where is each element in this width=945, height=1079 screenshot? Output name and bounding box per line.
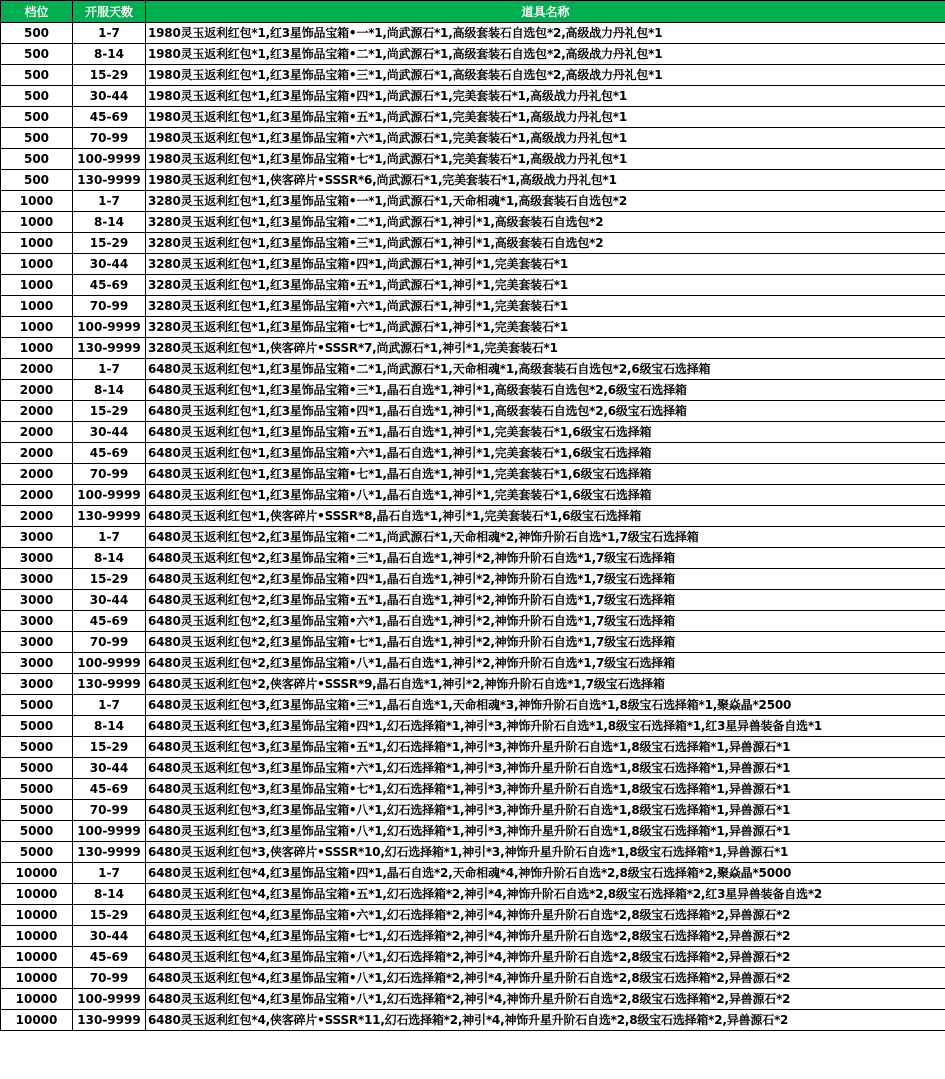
cell-tier: 10000: [1, 1010, 73, 1031]
cell-tier: 2000: [1, 506, 73, 527]
cell-days: 70-99: [73, 632, 146, 653]
cell-tier: 3000: [1, 632, 73, 653]
cell-days: 130-9999: [73, 338, 146, 359]
table-row: [1, 548, 945, 569]
table-row: [1, 317, 945, 338]
table-row: [1, 947, 945, 968]
cell-items: 1980灵玉返利红包*1,红3星饰品宝箱•一*1,尚武源石*1,高级套装石自选包*2,高级战力丹礼包*1: [146, 23, 945, 44]
table-header: [1, 1, 945, 23]
table-row: [1, 212, 945, 233]
cell-days: 8-14: [73, 44, 146, 65]
cell-days: 70-99: [73, 464, 146, 485]
cell-tier: 5000: [1, 695, 73, 716]
cell-days: 70-99: [73, 800, 146, 821]
table-row: [1, 65, 945, 86]
table-row: [1, 758, 945, 779]
cell-tier: 500: [1, 128, 73, 149]
cell-items: 6480灵玉返利红包*4,红3星饰品宝箱•四*1,晶石自选*2,天命相魂*4,神饰升阶石自选*2,8级宝石选择箱*2,聚焱晶*5000: [146, 863, 945, 884]
cell-days: 30-44: [73, 758, 146, 779]
table-row: [1, 380, 945, 401]
cell-items: 6480灵玉返利红包*3,红3星饰品宝箱•六*1,幻石选择箱*1,神引*3,神饰升星升阶石自选*1,8级宝石选择箱*1,异兽源石*1: [146, 758, 945, 779]
cell-days: 15-29: [73, 233, 146, 254]
cell-tier: 1000: [1, 233, 73, 254]
cell-tier: 2000: [1, 422, 73, 443]
cell-tier: 500: [1, 149, 73, 170]
cell-days: 15-29: [73, 737, 146, 758]
cell-items: 6480灵玉返利红包*3,红3星饰品宝箱•八*1,幻石选择箱*1,神引*3,神饰升星升阶石自选*1,8级宝石选择箱*1,异兽源石*1: [146, 821, 945, 842]
table-row: [1, 779, 945, 800]
cell-items: 1980灵玉返利红包*1,红3星饰品宝箱•五*1,尚武源石*1,完美套装石*1,高级战力丹礼包*1: [146, 107, 945, 128]
cell-days: 130-9999: [73, 1010, 146, 1031]
cell-items: 6480灵玉返利红包*1,侠客碎片•SSSR*8,晶石自选*1,神引*1,完美套装石*1,6级宝石选择箱: [146, 506, 945, 527]
cell-tier: 2000: [1, 401, 73, 422]
table-row: [1, 443, 945, 464]
table-row: [1, 527, 945, 548]
cell-items: 1980灵玉返利红包*1,侠客碎片•SSSR*6,尚武源石*1,完美套装石*1,高级战力丹礼包*1: [146, 170, 945, 191]
cell-days: 8-14: [73, 548, 146, 569]
cell-days: 45-69: [73, 779, 146, 800]
cell-tier: 3000: [1, 611, 73, 632]
cell-items: 6480灵玉返利红包*2,侠客碎片•SSSR*9,晶石自选*1,神引*2,神饰升阶石自选*1,7级宝石选择箱: [146, 674, 945, 695]
table-row: [1, 989, 945, 1010]
cell-tier: 5000: [1, 779, 73, 800]
cell-items: 3280灵玉返利红包*1,红3星饰品宝箱•三*1,尚武源石*1,神引*1,高级套装石自选包*2: [146, 233, 945, 254]
cell-tier: 10000: [1, 863, 73, 884]
cell-items: 6480灵玉返利红包*3,红3星饰品宝箱•三*1,晶石自选*1,天命相魂*3,神饰升阶石自选*1,8级宝石选择箱*1,聚焱晶*2500: [146, 695, 945, 716]
cell-items: 6480灵玉返利红包*4,红3星饰品宝箱•八*1,幻石选择箱*2,神引*4,神饰升星升阶石自选*2,8级宝石选择箱*2,异兽源石*2: [146, 968, 945, 989]
header-days: 开服天数: [73, 1, 146, 23]
cell-tier: 10000: [1, 905, 73, 926]
cell-days: 100-9999: [73, 317, 146, 338]
cell-tier: 500: [1, 23, 73, 44]
cell-tier: 1000: [1, 338, 73, 359]
header-tier: 档位: [1, 1, 73, 23]
table-row: [1, 968, 945, 989]
cell-days: 1-7: [73, 695, 146, 716]
cell-tier: 5000: [1, 842, 73, 863]
header-items: 道具名称: [146, 1, 945, 23]
cell-items: 6480灵玉返利红包*1,红3星饰品宝箱•五*1,晶石自选*1,神引*1,完美套装石*1,6级宝石选择箱: [146, 422, 945, 443]
table-row: [1, 926, 945, 947]
cell-tier: 1000: [1, 254, 73, 275]
cell-items: 1980灵玉返利红包*1,红3星饰品宝箱•二*1,尚武源石*1,高级套装石自选包*2,高级战力丹礼包*1: [146, 44, 945, 65]
cell-items: 3280灵玉返利红包*1,红3星饰品宝箱•四*1,尚武源石*1,神引*1,完美套装石*1: [146, 254, 945, 275]
cell-items: 6480灵玉返利红包*2,红3星饰品宝箱•七*1,晶石自选*1,神引*2,神饰升阶石自选*1,7级宝石选择箱: [146, 632, 945, 653]
cell-tier: 500: [1, 170, 73, 191]
cell-days: 1-7: [73, 23, 146, 44]
table-row: [1, 1010, 945, 1031]
cell-tier: 3000: [1, 653, 73, 674]
cell-tier: 1000: [1, 317, 73, 338]
table-row: [1, 632, 945, 653]
cell-items: 6480灵玉返利红包*2,红3星饰品宝箱•三*1,晶石自选*1,神引*2,神饰升阶石自选*1,7级宝石选择箱: [146, 548, 945, 569]
cell-items: 6480灵玉返利红包*2,红3星饰品宝箱•六*1,晶石自选*1,神引*2,神饰升阶石自选*1,7级宝石选择箱: [146, 611, 945, 632]
table-row: [1, 611, 945, 632]
cell-items: 6480灵玉返利红包*3,红3星饰品宝箱•四*1,幻石选择箱*1,神引*3,神饰升阶石自选*1,8级宝石选择箱*1,红3星异兽装备自选*1: [146, 716, 945, 737]
cell-items: 1980灵玉返利红包*1,红3星饰品宝箱•六*1,尚武源石*1,完美套装石*1,高级战力丹礼包*1: [146, 128, 945, 149]
cell-days: 45-69: [73, 443, 146, 464]
cell-tier: 5000: [1, 800, 73, 821]
cell-tier: 10000: [1, 926, 73, 947]
table-row: [1, 842, 945, 863]
cell-days: 1-7: [73, 359, 146, 380]
cell-days: 1-7: [73, 527, 146, 548]
table-row: [1, 359, 945, 380]
cell-items: 1980灵玉返利红包*1,红3星饰品宝箱•七*1,尚武源石*1,完美套装石*1,高级战力丹礼包*1: [146, 149, 945, 170]
cell-items: 3280灵玉返利红包*1,侠客碎片•SSSR*7,尚武源石*1,神引*1,完美套装石*1: [146, 338, 945, 359]
cell-items: 6480灵玉返利红包*2,红3星饰品宝箱•四*1,晶石自选*1,神引*2,神饰升阶石自选*1,7级宝石选择箱: [146, 569, 945, 590]
table-row: [1, 716, 945, 737]
cell-tier: 2000: [1, 464, 73, 485]
cell-tier: 500: [1, 107, 73, 128]
table-row: [1, 905, 945, 926]
cell-items: 3280灵玉返利红包*1,红3星饰品宝箱•二*1,尚武源石*1,神引*1,高级套装石自选包*2: [146, 212, 945, 233]
table-row: [1, 233, 945, 254]
cell-days: 70-99: [73, 968, 146, 989]
cell-tier: 3000: [1, 527, 73, 548]
table-body: [1, 23, 945, 1031]
cell-tier: 10000: [1, 884, 73, 905]
cell-days: 15-29: [73, 569, 146, 590]
cell-items: 3280灵玉返利红包*1,红3星饰品宝箱•五*1,尚武源石*1,神引*1,完美套装石*1: [146, 275, 945, 296]
cell-tier: 10000: [1, 968, 73, 989]
cell-days: 100-9999: [73, 653, 146, 674]
cell-days: 1-7: [73, 191, 146, 212]
cell-tier: 5000: [1, 737, 73, 758]
cell-items: 6480灵玉返利红包*1,红3星饰品宝箱•六*1,晶石自选*1,神引*1,完美套装石*1,6级宝石选择箱: [146, 443, 945, 464]
cell-days: 8-14: [73, 380, 146, 401]
cell-days: 1-7: [73, 863, 146, 884]
cell-days: 100-9999: [73, 989, 146, 1010]
table-row: [1, 737, 945, 758]
cell-days: 45-69: [73, 275, 146, 296]
cell-days: 130-9999: [73, 506, 146, 527]
cell-days: 8-14: [73, 716, 146, 737]
table-row: [1, 821, 945, 842]
cell-tier: 3000: [1, 569, 73, 590]
cell-items: 6480灵玉返利红包*4,红3星饰品宝箱•八*1,幻石选择箱*2,神引*4,神饰升星升阶石自选*2,8级宝石选择箱*2,异兽源石*2: [146, 947, 945, 968]
table-row: [1, 863, 945, 884]
cell-items: 3280灵玉返利红包*1,红3星饰品宝箱•七*1,尚武源石*1,神引*1,完美套装石*1: [146, 317, 945, 338]
cell-items: 6480灵玉返利红包*2,红3星饰品宝箱•五*1,晶石自选*1,神引*2,神饰升阶石自选*1,7级宝石选择箱: [146, 590, 945, 611]
cell-tier: 500: [1, 44, 73, 65]
cell-tier: 500: [1, 86, 73, 107]
cell-days: 8-14: [73, 884, 146, 905]
cell-tier: 5000: [1, 716, 73, 737]
cell-items: 1980灵玉返利红包*1,红3星饰品宝箱•三*1,尚武源石*1,高级套装石自选包*2,高级战力丹礼包*1: [146, 65, 945, 86]
cell-days: 45-69: [73, 107, 146, 128]
cell-tier: 3000: [1, 674, 73, 695]
cell-days: 30-44: [73, 254, 146, 275]
cell-items: 1980灵玉返利红包*1,红3星饰品宝箱•四*1,尚武源石*1,完美套装石*1,高级战力丹礼包*1: [146, 86, 945, 107]
cell-items: 6480灵玉返利红包*4,红3星饰品宝箱•七*1,幻石选择箱*2,神引*4,神饰升星升阶石自选*2,8级宝石选择箱*2,异兽源石*2: [146, 926, 945, 947]
table-row: [1, 275, 945, 296]
cell-tier: 1000: [1, 296, 73, 317]
cell-items: 6480灵玉返利红包*1,红3星饰品宝箱•八*1,晶石自选*1,神引*1,完美套装石*1,6级宝石选择箱: [146, 485, 945, 506]
table-row: [1, 464, 945, 485]
cell-tier: 1000: [1, 275, 73, 296]
table-row: [1, 128, 945, 149]
cell-days: 30-44: [73, 590, 146, 611]
cell-days: 8-14: [73, 212, 146, 233]
cell-days: 30-44: [73, 86, 146, 107]
cell-tier: 2000: [1, 443, 73, 464]
cell-items: 3280灵玉返利红包*1,红3星饰品宝箱•六*1,尚武源石*1,神引*1,完美套装石*1: [146, 296, 945, 317]
table-row: [1, 296, 945, 317]
cell-items: 6480灵玉返利红包*3,红3星饰品宝箱•五*1,幻石选择箱*1,神引*3,神饰升星升阶石自选*1,8级宝石选择箱*1,异兽源石*1: [146, 737, 945, 758]
cell-days: 45-69: [73, 611, 146, 632]
table-row: [1, 800, 945, 821]
cell-items: 6480灵玉返利红包*3,侠客碎片•SSSR*10,幻石选择箱*1,神引*3,神饰升星升阶石自选*1,8级宝石选择箱*1,异兽源石*1: [146, 842, 945, 863]
table-row: [1, 401, 945, 422]
table-row: [1, 191, 945, 212]
cell-items: 6480灵玉返利红包*4,红3星饰品宝箱•八*1,幻石选择箱*2,神引*4,神饰升星升阶石自选*2,8级宝石选择箱*2,异兽源石*2: [146, 989, 945, 1010]
cell-tier: 1000: [1, 212, 73, 233]
cell-days: 100-9999: [73, 149, 146, 170]
cell-days: 15-29: [73, 401, 146, 422]
table-row: [1, 86, 945, 107]
cell-days: 15-29: [73, 905, 146, 926]
cell-days: 15-29: [73, 65, 146, 86]
table-row: [1, 44, 945, 65]
table-row: [1, 149, 945, 170]
table-row: [1, 107, 945, 128]
table-row: [1, 485, 945, 506]
cell-items: 6480灵玉返利红包*2,红3星饰品宝箱•二*1,尚武源石*1,天命相魂*2,神饰升阶石自选*1,7级宝石选择箱: [146, 527, 945, 548]
table-row: [1, 653, 945, 674]
cell-days: 130-9999: [73, 842, 146, 863]
cell-tier: 10000: [1, 947, 73, 968]
cell-tier: 2000: [1, 380, 73, 401]
cell-items: 6480灵玉返利红包*2,红3星饰品宝箱•八*1,晶石自选*1,神引*2,神饰升阶石自选*1,7级宝石选择箱: [146, 653, 945, 674]
cell-days: 70-99: [73, 296, 146, 317]
cell-days: 100-9999: [73, 821, 146, 842]
table-row: [1, 254, 945, 275]
cell-items: 6480灵玉返利红包*4,侠客碎片•SSSR*11,幻石选择箱*2,神引*4,神饰升星升阶石自选*2,8级宝石选择箱*2,异兽源石*2: [146, 1010, 945, 1031]
cell-tier: 5000: [1, 821, 73, 842]
cell-days: 30-44: [73, 926, 146, 947]
cell-tier: 500: [1, 65, 73, 86]
cell-tier: 2000: [1, 485, 73, 506]
table-row: [1, 170, 945, 191]
table-row: [1, 884, 945, 905]
cell-items: 6480灵玉返利红包*4,红3星饰品宝箱•六*1,幻石选择箱*2,神引*4,神饰升星升阶石自选*2,8级宝石选择箱*2,异兽源石*2: [146, 905, 945, 926]
cell-items: 6480灵玉返利红包*3,红3星饰品宝箱•八*1,幻石选择箱*1,神引*3,神饰升星升阶石自选*1,8级宝石选择箱*1,异兽源石*1: [146, 800, 945, 821]
cell-items: 6480灵玉返利红包*1,红3星饰品宝箱•二*1,尚武源石*1,天命相魂*1,高级套装石自选包*2,6级宝石选择箱: [146, 359, 945, 380]
cell-tier: 5000: [1, 758, 73, 779]
cell-items: 6480灵玉返利红包*3,红3星饰品宝箱•七*1,幻石选择箱*1,神引*3,神饰升星升阶石自选*1,8级宝石选择箱*1,异兽源石*1: [146, 779, 945, 800]
cell-days: 70-99: [73, 128, 146, 149]
table-row: [1, 590, 945, 611]
cell-tier: 3000: [1, 548, 73, 569]
table-row: [1, 422, 945, 443]
cell-days: 130-9999: [73, 674, 146, 695]
cell-items: 3280灵玉返利红包*1,红3星饰品宝箱•一*1,尚武源石*1,天命相魂*1,高级套装石自选包*2: [146, 191, 945, 212]
table-row: [1, 695, 945, 716]
table-row: [1, 338, 945, 359]
cell-tier: 3000: [1, 590, 73, 611]
table-row: [1, 569, 945, 590]
cell-tier: 10000: [1, 989, 73, 1010]
cell-items: 6480灵玉返利红包*1,红3星饰品宝箱•三*1,晶石自选*1,神引*1,高级套装石自选包*2,6级宝石选择箱: [146, 380, 945, 401]
cell-items: 6480灵玉返利红包*1,红3星饰品宝箱•七*1,晶石自选*1,神引*1,完美套装石*1,6级宝石选择箱: [146, 464, 945, 485]
cell-items: 6480灵玉返利红包*1,红3星饰品宝箱•四*1,晶石自选*1,神引*1,高级套装石自选包*2,6级宝石选择箱: [146, 401, 945, 422]
cell-days: 30-44: [73, 422, 146, 443]
table-row: [1, 506, 945, 527]
cell-tier: 2000: [1, 359, 73, 380]
cell-days: 45-69: [73, 947, 146, 968]
cell-tier: 1000: [1, 191, 73, 212]
header-row: [1, 1, 945, 23]
table-row: [1, 674, 945, 695]
cell-items: 6480灵玉返利红包*4,红3星饰品宝箱•五*1,幻石选择箱*2,神引*4,神饰升阶石自选*2,8级宝石选择箱*2,红3星异兽装备自选*2: [146, 884, 945, 905]
table-row: [1, 23, 945, 44]
cell-days: 130-9999: [73, 170, 146, 191]
cell-days: 100-9999: [73, 485, 146, 506]
